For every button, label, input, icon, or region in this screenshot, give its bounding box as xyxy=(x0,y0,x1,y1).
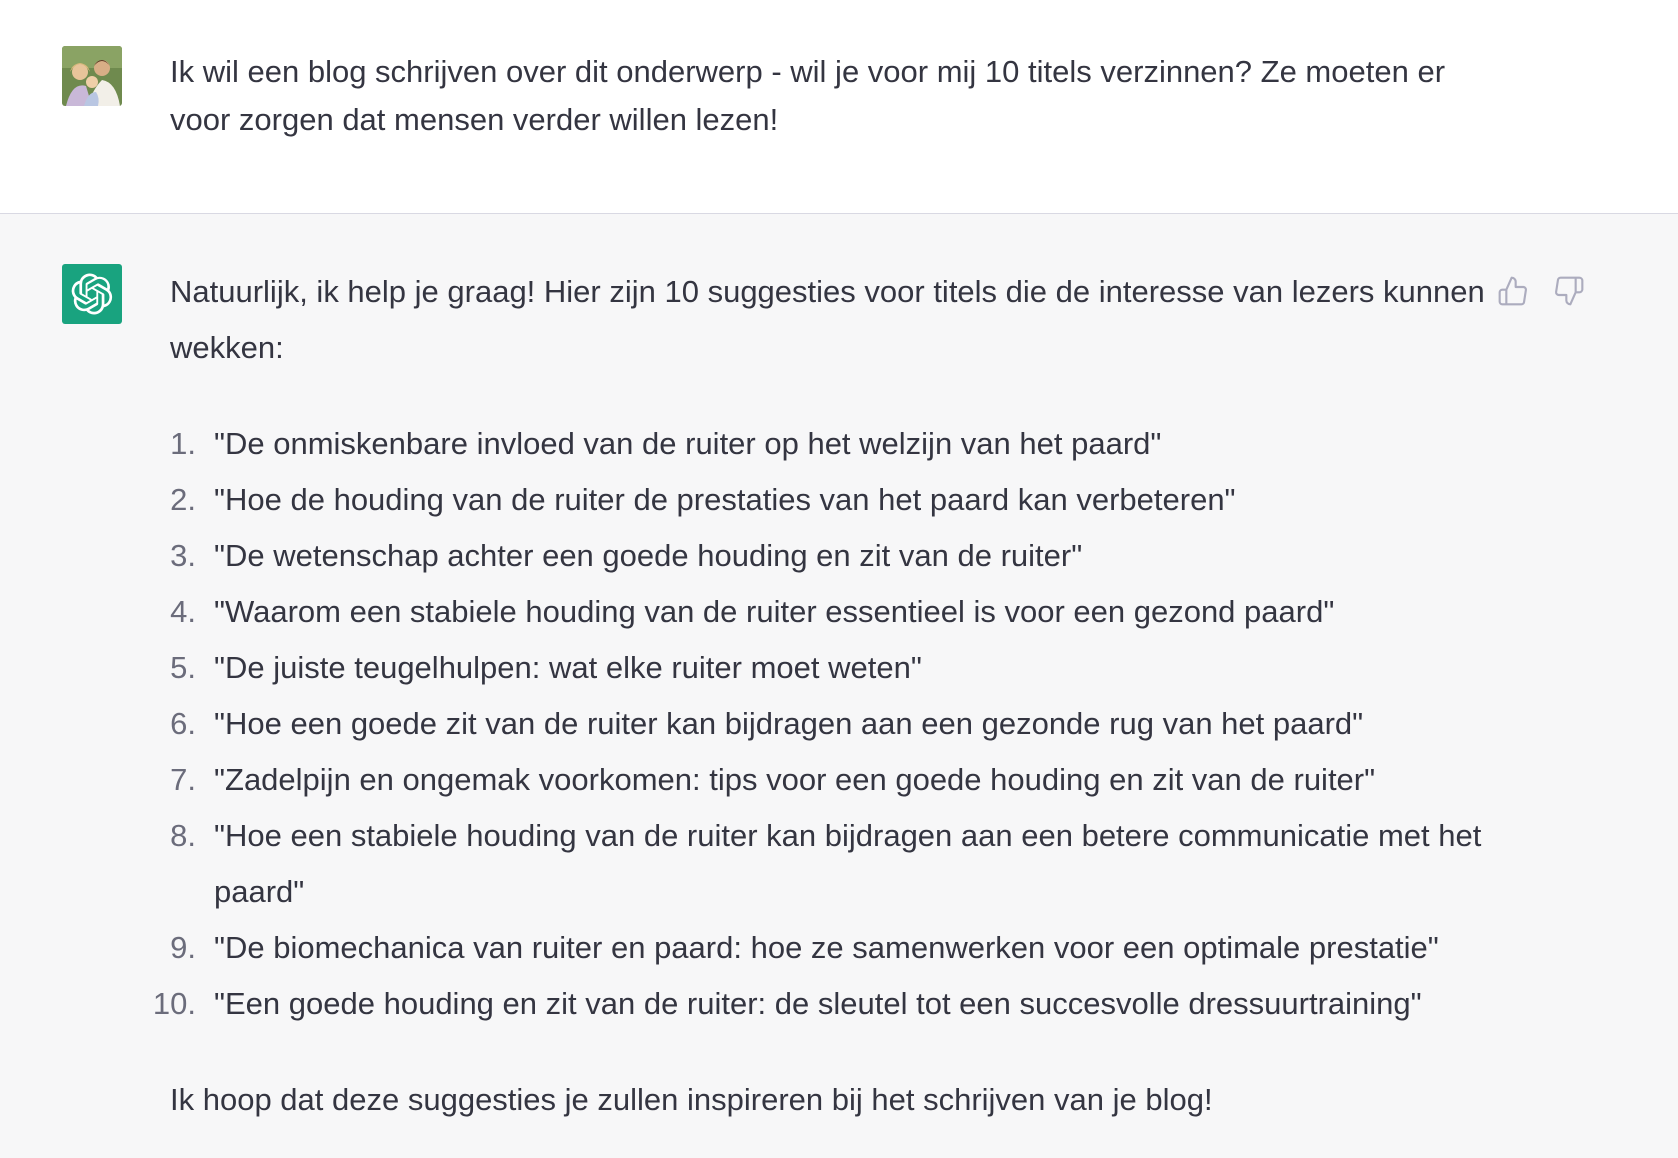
assistant-outro: Ik hoop dat deze suggesties je zullen inspireren bij het schrijven van je blog! xyxy=(170,1082,1213,1117)
list-item xyxy=(152,976,1500,1032)
list-item-text: "De onmiskenbare invloed van de ruiter op het welzijn van het paard" xyxy=(214,426,1162,461)
assistant-intro: Natuurlijk, ik help je graag! Hier zijn 10 suggesties voor titels die de interesse van lezers kunnen wekken: xyxy=(170,274,1485,365)
list-item-text: "Zadelpijn en ongemak voorkomen: tips voor een goede houding en zit van de ruiter" xyxy=(214,762,1376,797)
list-item-number: 7. xyxy=(170,762,196,797)
list-item-number: 1. xyxy=(170,426,196,461)
list-item-number: 4. xyxy=(170,594,196,629)
list-item-text: "Een goede houding en zit van de ruiter: de sleutel tot een succesvolle dressuurtraining" xyxy=(214,986,1422,1021)
list-item-number: 2. xyxy=(170,482,196,517)
list-item xyxy=(170,416,1500,472)
list-item xyxy=(170,584,1500,640)
user-message-text: Ik wil een blog schrijven over dit onderwerp - wil je voor mij 10 titels verzinnen? Ze moeten er voor zorgen dat mensen verder willen lezen! xyxy=(170,54,1446,137)
assistant-message-content xyxy=(152,264,1500,1128)
openai-logo-icon xyxy=(71,273,113,315)
assistant-avatar xyxy=(62,264,122,324)
list-item-text: "Hoe een stabiele houding van de ruiter kan bijdragen aan een betere communicatie met het paard" xyxy=(214,818,1482,909)
list-item-text: "De wetenschap achter een goede houding en zit van de ruiter" xyxy=(214,538,1083,573)
list-item xyxy=(170,696,1500,752)
list-item-number: 6. xyxy=(170,706,196,741)
list-item-text: "De juiste teugelhulpen: wat elke ruiter moet weten" xyxy=(214,650,922,685)
list-item-text: "De biomechanica van ruiter en paard: hoe ze samenwerken voor een optimale prestatie" xyxy=(214,930,1439,965)
thumbs-down-button[interactable] xyxy=(1552,274,1586,308)
title-suggestions-list xyxy=(152,416,1500,1032)
list-item xyxy=(170,920,1500,976)
list-item-number: 5. xyxy=(170,650,196,685)
user-photo-avatar xyxy=(62,46,122,106)
list-item-number: 9. xyxy=(170,930,196,965)
list-item xyxy=(170,640,1500,696)
thumbs-down-icon xyxy=(1553,275,1585,307)
assistant-message xyxy=(0,214,1678,1158)
thumbs-up-button[interactable] xyxy=(1496,274,1530,308)
list-item xyxy=(170,808,1500,920)
list-item-text: "Hoe een goede zit van de ruiter kan bijdragen aan een gezonde rug van het paard" xyxy=(214,706,1364,741)
user-avatar xyxy=(62,46,122,106)
list-item-number: 10. xyxy=(152,986,196,1021)
list-item-text: "Waarom een stabiele houding van de ruiter essentieel is voor een gezond paard" xyxy=(214,594,1335,629)
feedback-buttons xyxy=(1496,274,1586,308)
list-item-number: 3. xyxy=(170,538,196,573)
list-item xyxy=(170,472,1500,528)
list-item-text: "Hoe de houding van de ruiter de prestaties van het paard kan verbeteren" xyxy=(214,482,1236,517)
thumbs-up-icon xyxy=(1497,275,1529,307)
list-item xyxy=(170,752,1500,808)
user-message xyxy=(0,0,1678,214)
list-item-number: 8. xyxy=(170,818,196,853)
list-item xyxy=(170,528,1500,584)
